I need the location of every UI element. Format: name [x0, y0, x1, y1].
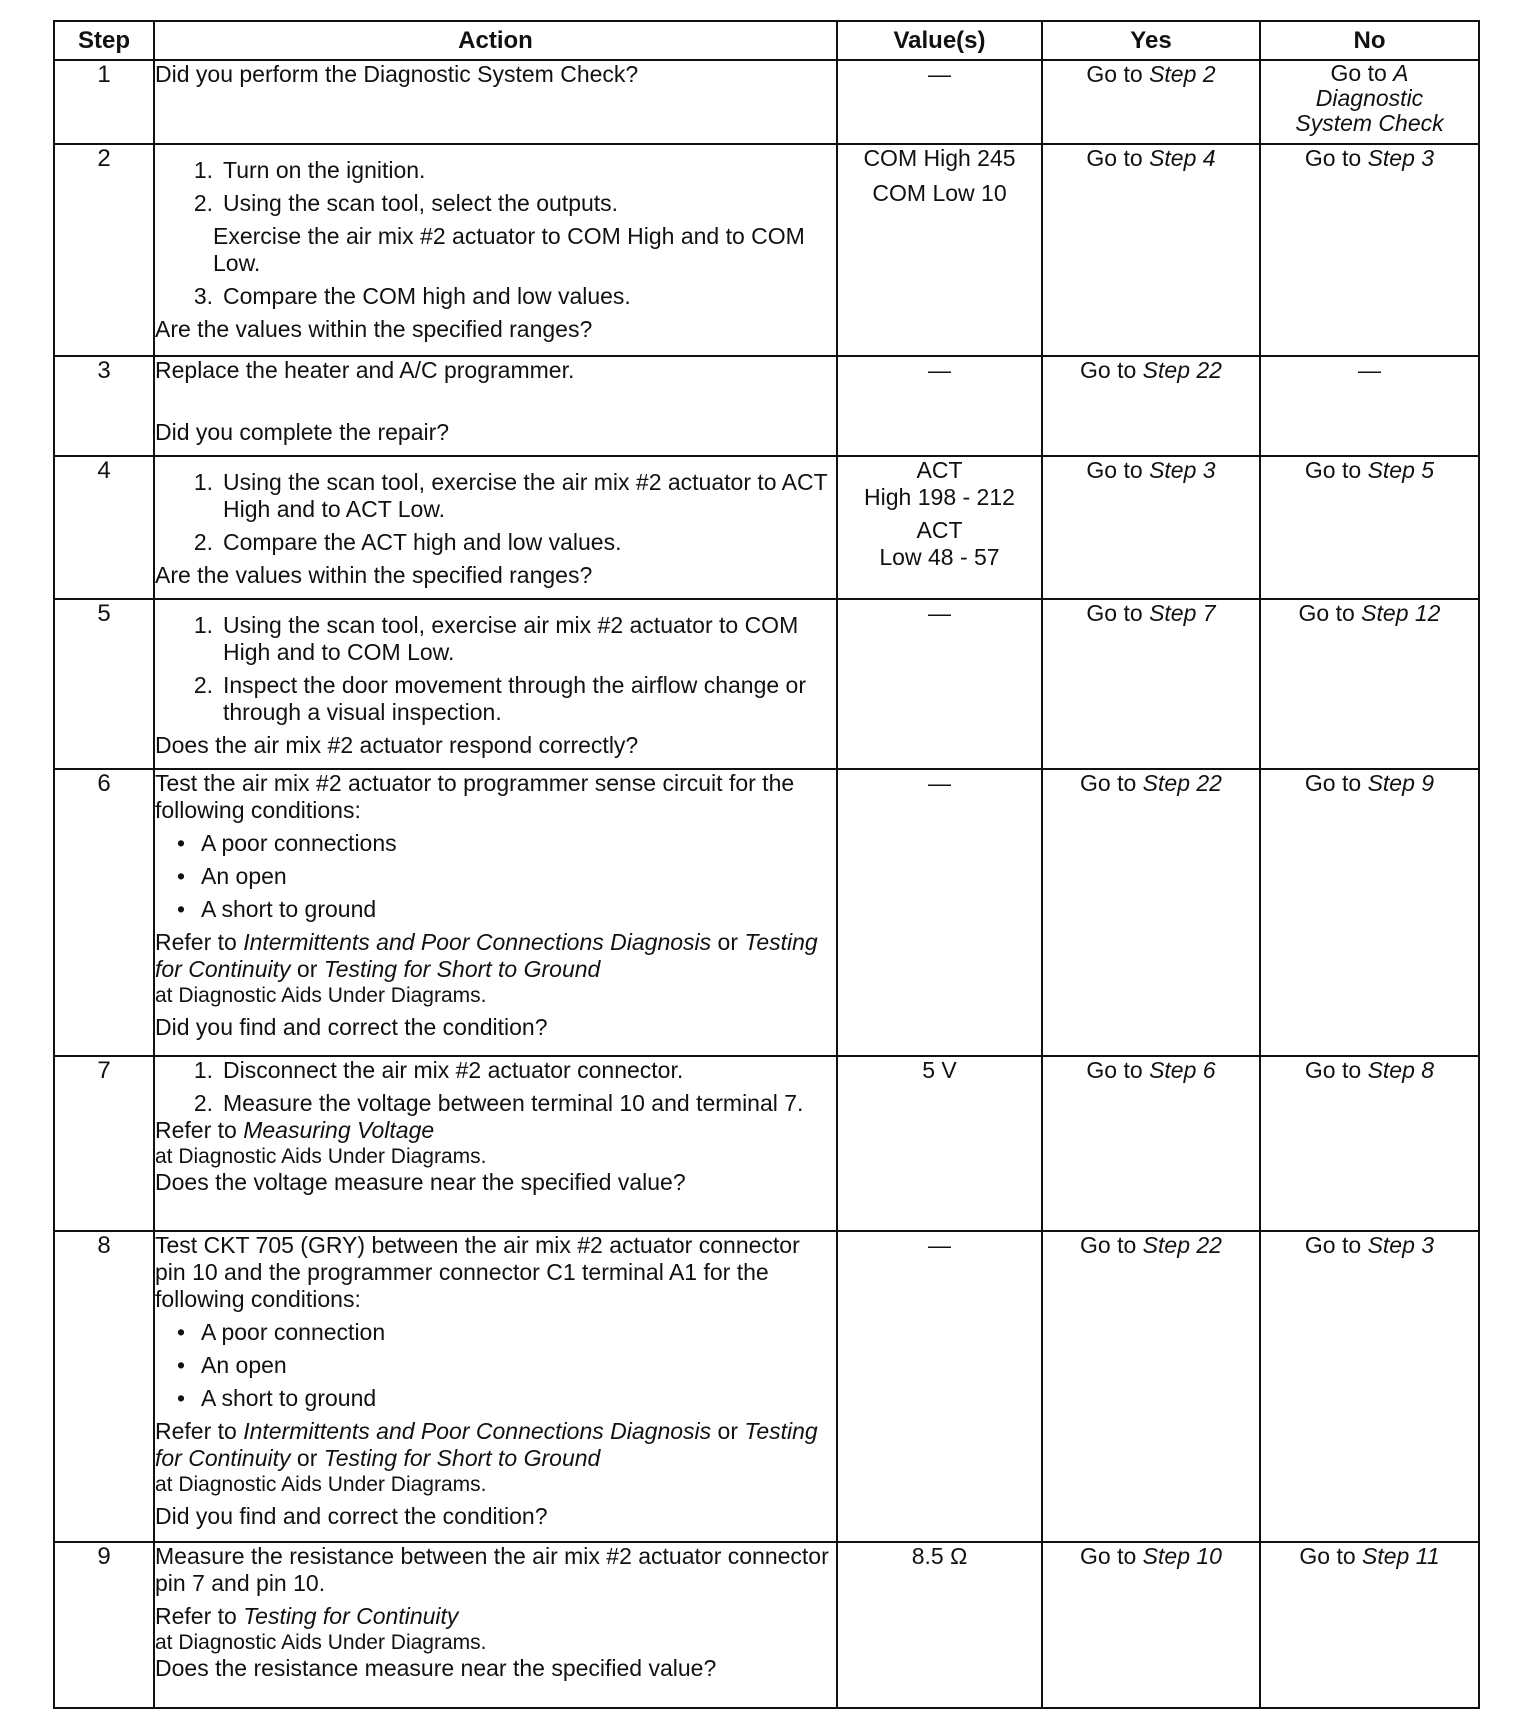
list-item: 2. Inspect the door movement through the airflow change or through a visual inspection. — [193, 672, 807, 725]
no-target: A — [1393, 60, 1409, 86]
step-number: 6 — [54, 769, 154, 1056]
yes-cell — [1042, 1056, 1260, 1231]
no-target: Step 11 — [1362, 1543, 1440, 1569]
yes-cell — [1042, 1542, 1260, 1708]
value-line: COM Low 10 — [872, 180, 1007, 206]
list-item: • A poor connections — [177, 830, 397, 856]
no-cell — [1260, 1231, 1479, 1542]
no-cell — [1260, 769, 1479, 1056]
header-row — [54, 21, 1479, 60]
action-text: Replace the heater and A/C programmer. — [155, 357, 575, 383]
no-target: System Check — [1295, 110, 1444, 136]
no-target: Step 5 — [1367, 457, 1435, 483]
question-text: Did you perform the Diagnostic System Check? — [155, 61, 639, 87]
yes-cell — [1042, 456, 1260, 599]
go-to-label: Go to — [1080, 1543, 1137, 1569]
go-to-label: Go to — [1298, 600, 1355, 626]
yes-cell — [1042, 769, 1260, 1056]
question-text: Did you find and correct the condition? — [155, 1014, 548, 1040]
yes-target: Step 22 — [1142, 1232, 1222, 1258]
list-item: • A short to ground — [177, 1385, 377, 1411]
value-cell: 5 V — [837, 1056, 1042, 1231]
no-cell — [1260, 456, 1479, 599]
list-item: 2. Measure the voltage between terminal 10 and terminal 7. — [193, 1090, 804, 1116]
list-item: 2. Using the scan tool, select the outputs. — [193, 190, 619, 216]
no-target: Step 3 — [1367, 1232, 1435, 1258]
header-no: No — [1260, 21, 1479, 60]
list-item: 1. Using the scan tool, exercise the air mix #2 actuator to ACT High and to ACT Low. — [193, 469, 828, 522]
list-item: 1. Turn on the ignition. — [193, 157, 426, 183]
value-cell — [837, 144, 1042, 356]
value-line: COM High 245 — [863, 145, 1016, 171]
go-to-label: Go to — [1080, 1232, 1137, 1258]
value-cell: — — [837, 356, 1042, 456]
action-text: Test CKT 705 (GRY) between the air mix #2 actuator connector pin 10 and the programmer connector C1 terminal A1 for the following conditions: — [155, 1232, 800, 1312]
table-row — [54, 356, 1479, 456]
refer-suffix: at Diagnostic Aids Under Diagrams. — [155, 1145, 487, 1168]
action-cell — [154, 769, 837, 1056]
diagnostic-table — [53, 20, 1480, 1709]
table-row — [54, 1056, 1479, 1231]
no-cell — [1260, 1056, 1479, 1231]
no-cell — [1260, 144, 1479, 356]
action-text: Measure the resistance between the air mix #2 actuator connector pin 7 and pin 10. — [155, 1543, 829, 1596]
no-target: Step 9 — [1367, 770, 1435, 796]
action-cell — [154, 599, 837, 769]
value-cell — [837, 456, 1042, 599]
question-text: Are the values within the specified ranges? — [155, 316, 593, 342]
value-line: ACT — [916, 457, 963, 483]
go-to-label: Go to — [1299, 1543, 1356, 1569]
table-row — [54, 144, 1479, 356]
yes-target: Step 2 — [1149, 61, 1216, 87]
yes-cell — [1042, 60, 1260, 144]
refer-text: Refer to Intermittents and Poor Connections Diagnosis or Testing for Continuity or Testing for Short to Ground — [155, 929, 818, 982]
go-to-label: Go to — [1086, 600, 1143, 626]
value-line: ACT — [916, 517, 963, 543]
list-item: • An open — [177, 1352, 287, 1378]
yes-target: Step 22 — [1142, 770, 1222, 796]
header-yes: Yes — [1042, 21, 1260, 60]
question-text: Does the air mix #2 actuator respond correctly? — [155, 732, 639, 758]
no-cell — [1260, 1542, 1479, 1708]
step-number: 7 — [54, 1056, 154, 1231]
no-target: Step 12 — [1361, 600, 1441, 626]
action-cell — [154, 144, 837, 356]
action-cell — [154, 356, 837, 456]
go-to-label: Go to — [1086, 145, 1143, 171]
no-cell — [1260, 60, 1479, 144]
go-to-label: Go to — [1304, 457, 1362, 483]
yes-target: Step 22 — [1142, 357, 1222, 383]
go-to-label: Go to — [1086, 1057, 1143, 1083]
question-text: Did you complete the repair? — [155, 419, 450, 445]
refer-text: Refer to Testing for Continuity — [155, 1603, 459, 1629]
yes-target: Step 7 — [1149, 600, 1216, 626]
value-cell: — — [837, 769, 1042, 1056]
no-target: Step 8 — [1367, 1057, 1435, 1083]
step-number: 8 — [54, 1231, 154, 1542]
question-text: Did you find and correct the condition? — [155, 1503, 548, 1529]
question-text: Are the values within the specified ranges? — [155, 562, 593, 588]
list-item: • A short to ground — [177, 896, 377, 922]
step-number: 4 — [54, 456, 154, 599]
question-text: Does the voltage measure near the specified value? — [155, 1169, 686, 1195]
step-number: 2 — [54, 144, 154, 356]
refer-suffix: at Diagnostic Aids Under Diagrams. — [155, 984, 487, 1007]
table-row — [54, 769, 1479, 1056]
sub-text: Exercise the air mix #2 actuator to COM High and to COM Low. — [213, 223, 805, 276]
no-cell — [1260, 599, 1479, 769]
action-cell — [154, 60, 837, 144]
header-step: Step — [54, 21, 154, 60]
go-to-label: Go to — [1330, 60, 1387, 86]
list-item: • A poor connection — [177, 1319, 386, 1345]
go-to-label: Go to — [1086, 457, 1143, 483]
header-values: Value(s) — [837, 21, 1042, 60]
value-line: High 198 - 212 — [864, 484, 1015, 510]
question-text: Does the resistance measure near the specified value? — [155, 1655, 717, 1681]
list-item: 1. Disconnect the air mix #2 actuator connector. — [193, 1057, 684, 1083]
go-to-label: Go to — [1086, 61, 1143, 87]
no-cell: — — [1260, 356, 1479, 456]
list-item: • An open — [177, 863, 287, 889]
table-row — [54, 1231, 1479, 1542]
value-cell: — — [837, 1231, 1042, 1542]
action-cell — [154, 1542, 837, 1708]
go-to-label: Go to — [1304, 1232, 1362, 1258]
yes-target: Step 6 — [1149, 1057, 1216, 1083]
refer-text: Refer to Intermittents and Poor Connections Diagnosis or Testing for Continuity or Testing for Short to Ground — [155, 1418, 818, 1471]
yes-target: Step 10 — [1142, 1543, 1222, 1569]
list-item: 1. Using the scan tool, exercise air mix #2 actuator to COM High and to COM Low. — [193, 612, 799, 665]
value-cell: — — [837, 599, 1042, 769]
yes-cell — [1042, 599, 1260, 769]
header-action: Action — [154, 21, 837, 60]
yes-cell — [1042, 356, 1260, 456]
list-item: 2. Compare the ACT high and low values. — [193, 529, 622, 555]
no-target: Diagnostic — [1315, 85, 1424, 111]
table-row — [54, 456, 1479, 599]
yes-cell — [1042, 144, 1260, 356]
value-cell: 8.5 Ω — [837, 1542, 1042, 1708]
go-to-label: Go to — [1080, 357, 1137, 383]
table-row — [54, 599, 1479, 769]
value-line: Low 48 - 57 — [879, 544, 1000, 570]
action-cell — [154, 1056, 837, 1231]
refer-suffix: at Diagnostic Aids Under Diagrams. — [155, 1631, 487, 1654]
step-number: 5 — [54, 599, 154, 769]
step-number: 9 — [54, 1542, 154, 1708]
no-target: Step 3 — [1367, 145, 1435, 171]
refer-text: Refer to Measuring Voltage — [155, 1117, 435, 1143]
action-cell — [154, 456, 837, 599]
go-to-label: Go to — [1080, 770, 1137, 796]
go-to-label: Go to — [1304, 145, 1362, 171]
yes-cell — [1042, 1231, 1260, 1542]
table-row — [54, 1542, 1479, 1708]
step-number: 3 — [54, 356, 154, 456]
step-number: 1 — [54, 60, 154, 144]
go-to-label: Go to — [1304, 770, 1362, 796]
table-row — [54, 60, 1479, 144]
action-text: Test the air mix #2 actuator to programmer sense circuit for the following conditions: — [155, 770, 795, 823]
go-to-label: Go to — [1304, 1057, 1362, 1083]
list-item: 3. Compare the COM high and low values. — [193, 283, 631, 309]
yes-target: Step 4 — [1149, 145, 1216, 171]
yes-target: Step 3 — [1149, 457, 1216, 483]
action-cell — [154, 1231, 837, 1542]
refer-suffix: at Diagnostic Aids Under Diagrams. — [155, 1473, 487, 1496]
value-cell: — — [837, 60, 1042, 144]
